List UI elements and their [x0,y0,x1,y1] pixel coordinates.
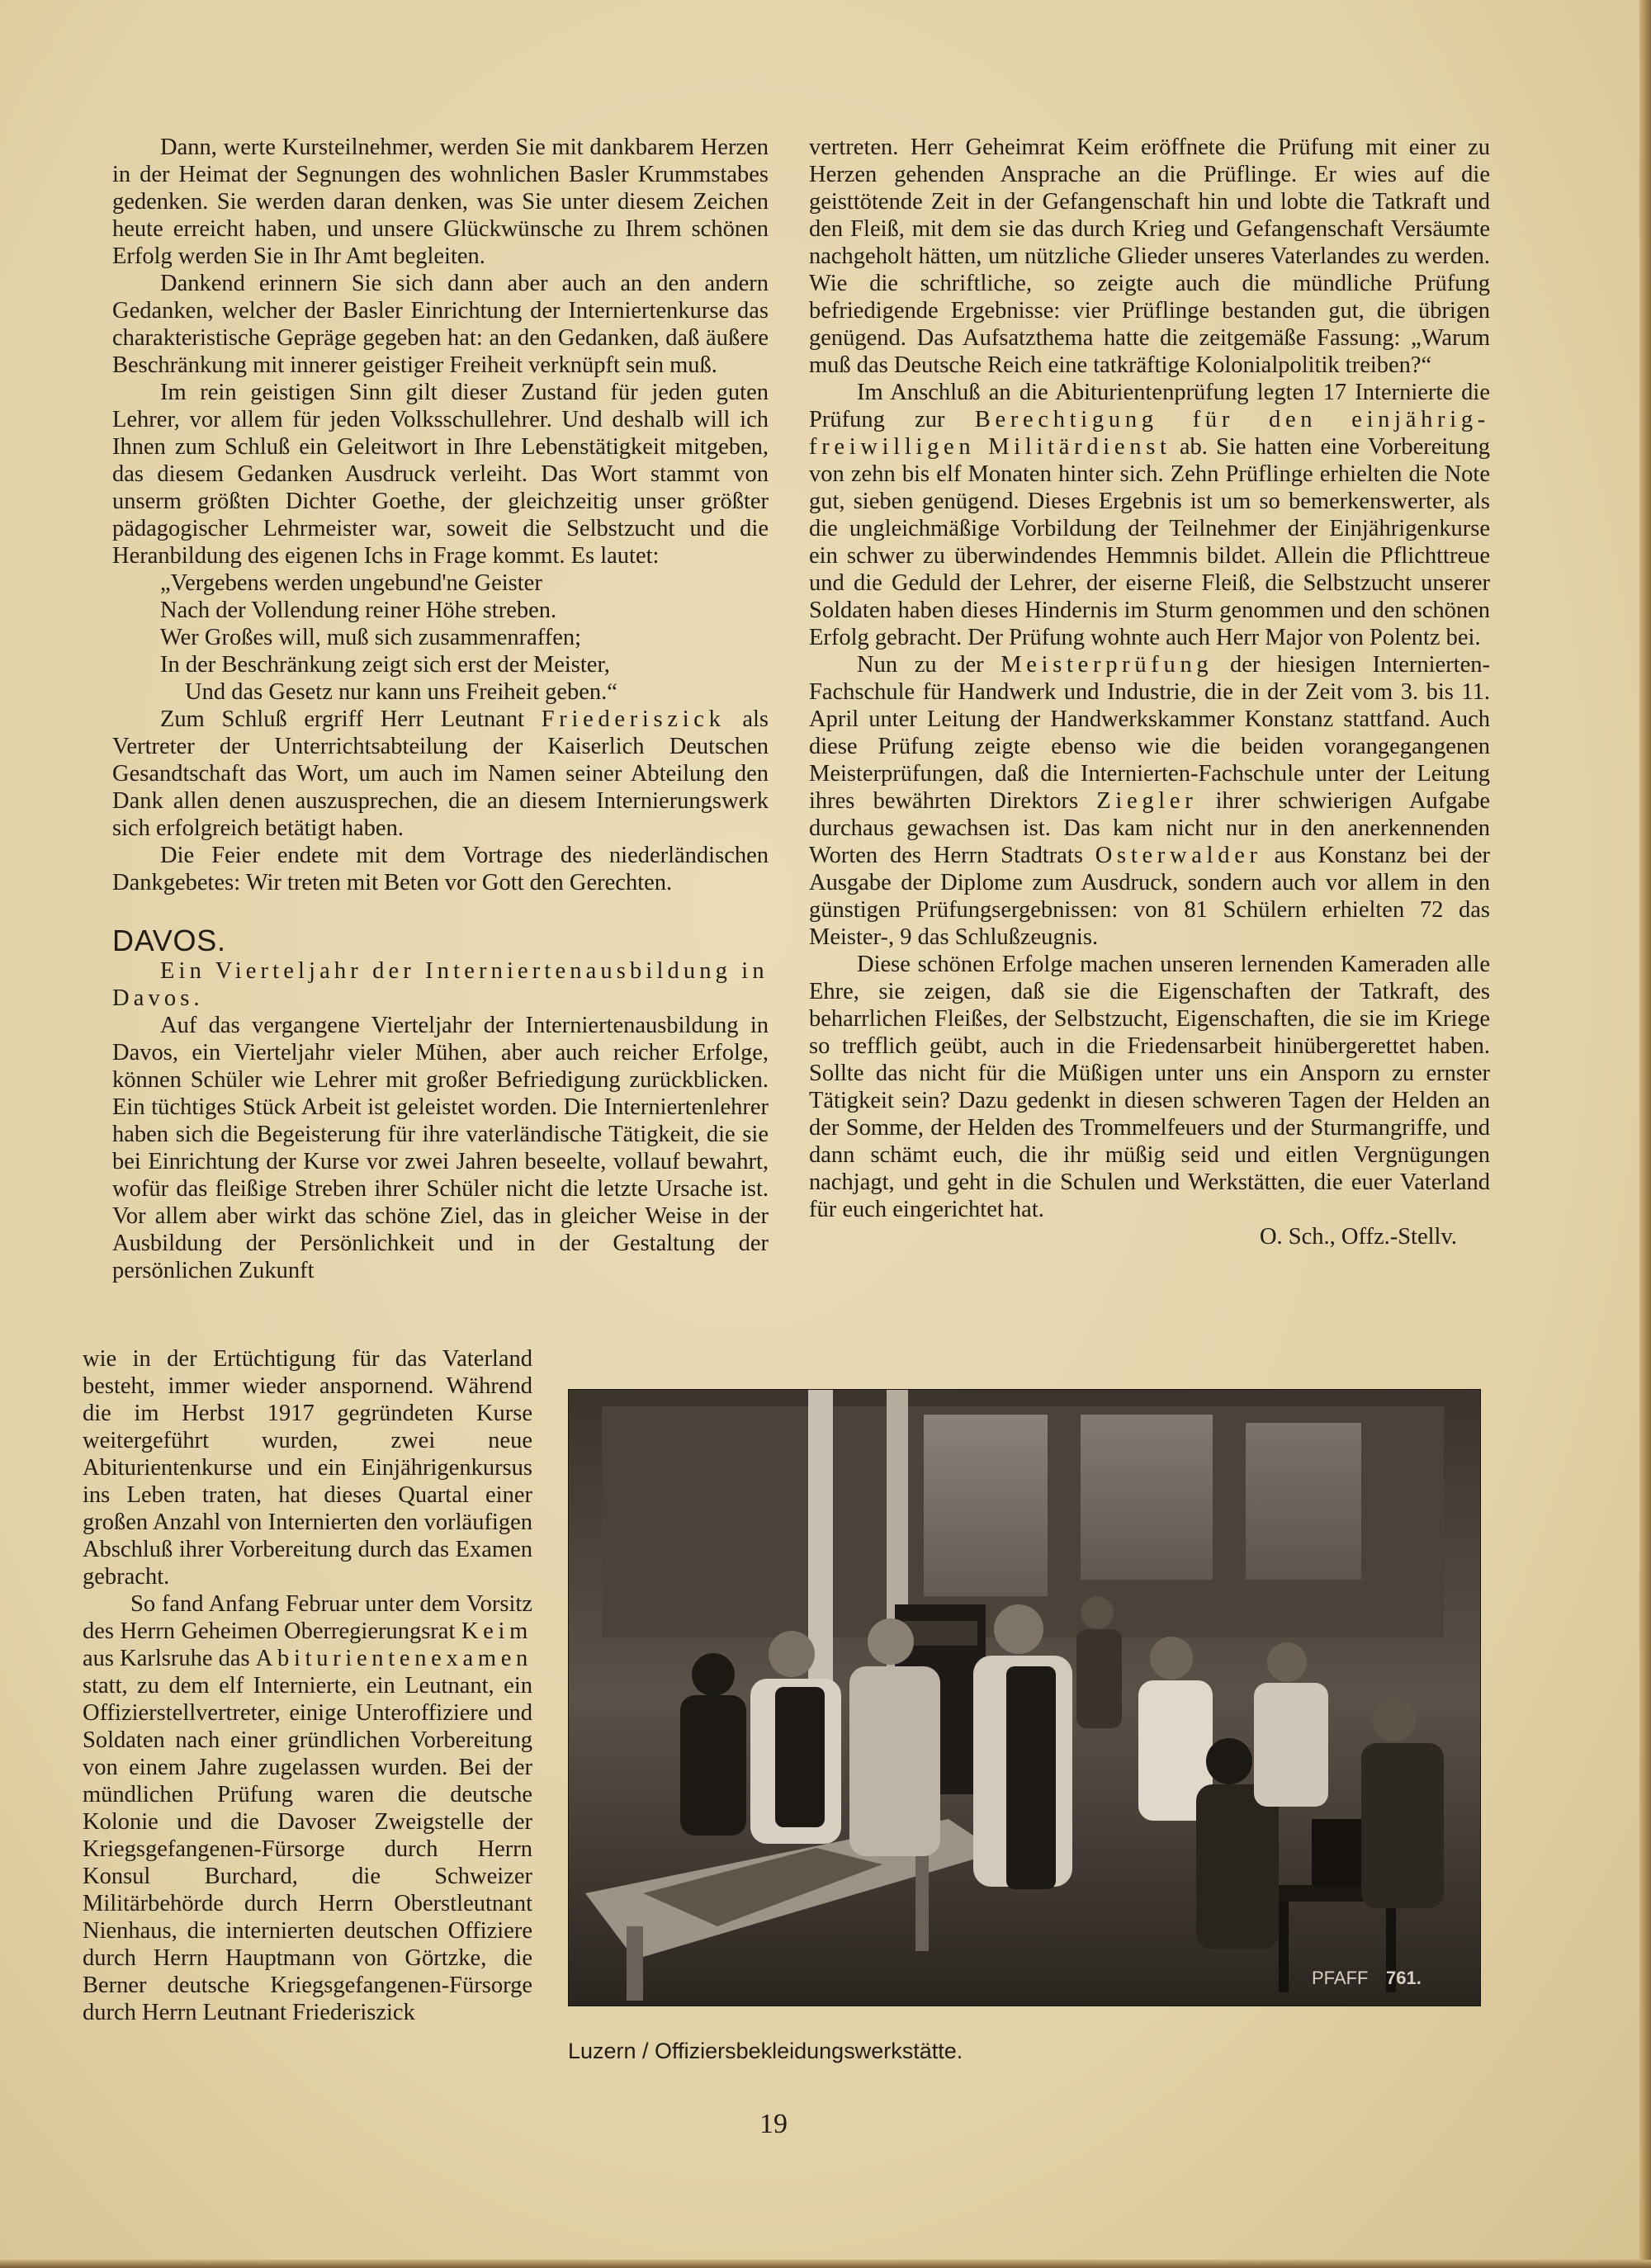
text-span: So fand Anfang Februar unter dem Vorsitz des Herrn Geheimen Oberregierungsrat [83,1591,532,1644]
text-span: aus Karlsruhe das [83,1646,256,1671]
paragraph [809,651,1490,951]
poem-line: Wer Großes will, muß sich zusammenraffen; [160,625,582,650]
spaced-name: Friederiszick [541,706,726,732]
text-span: Diese schönen Erfolge machen unseren lernenden Kameraden alle Ehre, sie zeigen, daß sie die Eigenschaften der Tatkraft, des beharrlichen Fleißes, der Selbstzucht, Eigenschaften, die sie im Kriege so trefflich geübt, auch in die Friedensarbeit hinübergerettet haben. Sollte das nicht für die Müßigen unter uns ein Ansporn zu ernster Tätigkeit sein? Dazu gedenkt in diesen schweren Tagen der Helden an der Somme, der Helden des Trommelfeuers und der Sturmangriffe, und dann schämt euch, die ihr müßig seid und eitlen Vergnügungen nachjagt, und geht in die Schulen und Werkstätten, die euer Vaterland für euch eingerichtet hat. [809,952,1490,1222]
text-span: der hiesigen Internierten-Fachschule für Handwerk und Industrie, die in der Zeit vom 3. bis 11. April unter Leitung der Handwerkskammer Konstanz stattfand. Auch diese Prüfung zeigte ebenso wie die beiden vorangegangenen Meisterprüfungen, daß die Internierten-Fachschule unter der Leitung ihres bewährten Direktors [809,652,1490,814]
left-column [112,134,769,1284]
left-column-narrow [83,1345,532,2026]
text-span: statt, zu dem elf Internierte, ein Leutnant, ein Offizierstellvertreter, einige Unteroffiziere und Soldaten nach einer gründlichen Vorbereitung von einem Jahre zugelassen wurden. Bei der mündlichen Prüfung waren die deutsche Kolonie und die Davoser Zweigstelle der Kriegsgefangenen-Fürsorge durch Herrn Konsul Burchard, die Schweizer Militärbehörde durch Herrn Oberstleutnant Nienhaus, die internierten deutschen Offiziere durch Herrn Hauptmann von Görtzke, die Berner deutsche Kriegsgefangenen-Fürsorge durch Herrn Leutnant Friederiszick [83,1673,532,2025]
text-span: aus Konstanz bei der Ausgabe der Diplome zum Ausdruck, sondern auch vor allem in den günstigen Prüfungsergebnissen: von 81 Schülern erhielten 72 das Meister-, 9 das Schlußzeugnis. [809,843,1490,950]
paragraph: Dann, werte Kursteilnehmer, werden Sie mit dankbarem Herzen in der Heimat der Segnungen des wohnlichen Basler Krummstabes gedenken. Sie werden daran denken, was Sie unter diesem Zeichen heute erreicht haben, und unsere Glückwünsche zu Ihrem schönen Erfolg werden Sie in Ihr Amt begleiten. [112,135,769,269]
workshop-photo-illustration [569,1390,1480,2006]
text-span: Nun zu der [857,652,1001,678]
paragraph: wie in der Ertüchtigung für das Vaterland besteht, immer wieder anspornend. Während die im Herbst 1917 gegründeten Kurse weitergeführt wurden, zwei neue Abiturientenkurse und ein Einjährigenkursus ins Leben traten, hat dieses Quartal einer großen Anzahl von Internierten den vorläufigen Abschluß ihrer Vorbereitung durch das Examen gebracht. [83,1346,532,1590]
photo-number: 761. [1386,1968,1422,1988]
spaced-term: Abiturientenexamen [255,1646,532,1671]
poem-line: „Vergebens werden ungebund'ne Geister [160,570,542,596]
text-span: Im Anschluß an die Abiturientenprüfung legten 17 Internierte die Prüfung zur [809,380,1490,432]
machine-label: PFAFF [1312,1968,1369,1988]
spaced-name: Osterwalder [1095,843,1262,868]
paragraph [83,1590,532,2026]
poem-line: Und das Gesetz nur kann uns Freiheit geben.“ [185,679,617,705]
text-span: als Vertreter der Unterrichtsabteilung der Kaiserlich Deutschen Gesandtschaft das Wort, um auch im Namen seiner Abteilung den Dank allen denen auszusprechen, die an diesem Internierungswerk sich erfolgreich betätigt haben. [112,706,769,841]
text-span: ab. Sie hatten eine Vorbereitung von zehn bis elf Monaten hinter sich. Zehn Prüflinge erhielten die Note gut, sieben genügend. Dieses Ergebnis ist um so bemerkenswerter, als die ungleichmäßige Vorbildung der Teilnehmer der Einjährigenkurse ein schwer zu überwindendes Hemmnis bildet. Allein die Pflichttreue und die Geduld der Lehrer, der eiserne Fleiß, die Selbstzucht unserer Soldaten haben dieses Hindernis im Sturm genommen und den schönen Erfolg gebracht. Der Prüfung wohnte auch Herr Major von Polentz bei. [809,434,1490,650]
spaced-term: Meisterprüfung [1001,652,1213,678]
page-number: 19 [759,2109,788,2139]
spaced-term: Berechtigung für den einjährig-freiwilligen Militärdienst [809,407,1490,460]
signature: O. Sch., Offz.-Stellv. [1259,1224,1457,1250]
poem-line: Nach der Vollendung reiner Höhe streben. [160,598,557,623]
paragraph: vertreten. Herr Geheimrat Keim eröffnete die Prüfung mit einer zu Herzen gehenden Ansprache an die Prüflinge. Er wies auf die geisttötende Zeit in der Gefangenschaft hin und lobte die Tatkraft und den Fleiß, mit dem sie das durch Krieg und Gefangenschaft Versäumte nachgeholt hätten, um nützliche Glieder unseres Vaterlandes zu werden. Wie die schriftliche, so zeigte auch die mündliche Prüfung befriedigende Ergebnisse: vier Prüflinge bestanden gut, die übrigen genügend. Das Aufsatzthema hatte die zeitgemäße Fassung: „Warum muß das Deutsche Reich eine tatkräftige Kolonialpolitik treiben?“ [809,135,1490,378]
paragraph [809,379,1490,651]
goethe-poem [112,569,769,706]
page-edge-bottom [0,2260,1651,2268]
section-heading: DAVOS. [112,924,226,957]
paragraph: Im rein geistigen Sinn gilt dieser Zustand für jeden guten Lehrer, vor allem für jeden Volksschullehrer. Und deshalb will ich Ihnen zum Schluß ein Geleitwort in Ihre Lebenstätigkeit mitgeben, das diesem Gedanken Ausdruck verleiht. Das Wort stammt von unserm größten Dichter Goethe, der gleichzeitig unser größter pädagogischer Lehrmeister war, soweit die Selbstzucht und die Heranbildung des eigenen Ichs in Frage kommt. Es lautet: [112,380,769,569]
workshop-photo [568,1389,1481,2006]
paragraph: Dankend erinnern Sie sich dann aber auch an den andern Gedanken, welcher der Basler Einrichtung der Interniertenkurse das charakteristische Gepräge gegeben hat: an den Gedanken, daß äußere Beschränkung mit innerer geistiger Freiheit verknüpft sein muß. [112,271,769,378]
paragraph [809,951,1490,1250]
spaced-name: Ziegler [1096,788,1198,814]
paragraph [112,706,769,842]
right-column [809,134,1490,1250]
text-span: Zum Schluß ergriff Herr Leutnant [160,706,542,732]
paragraph: Die Feier endete mit dem Vortrage des niederländischen Dankgebetes: Wir treten mit Beten vor Gott den Gerechten. [112,843,769,895]
text-span: ihrer schwierigen Aufgabe durchaus gewachsen ist. Das kam nicht nur in den anerkennenden Worten des Herrn Stadtrats [809,788,1490,868]
page-edge-right [1639,0,1651,2268]
paragraph: Auf das vergangene Vierteljahr der Interniertenausbildung in Davos, ein Vierteljahr vieler Mühen, aber auch reicher Erfolge, können Schüler wie Lehrer mit großer Befriedigung zurückblicken. Ein tüchtiges Stück Arbeit ist geleistet worden. Die Interniertenlehrer haben sich die Begeisterung für ihre vaterländische Tätigkeit, die sie bei Einrichtung der Kurse vor zwei Jahren beseelte, vollauf bewahrt, wofür das fleißige Streben ihrer Schüler nicht die letzte Ursache ist. Vor allem aber wirkt das schöne Ziel, das in gleicher Weise in der Ausbildung der Persönlichkeit und in der Gestaltung der persönlichen Zukunft [112,1013,769,1283]
spaced-name: Keim [461,1618,532,1644]
poem-line: In der Beschränkung zeigt sich erst der Meister, [160,652,610,678]
section-subheading: Ein Vierteljahr der Interniertenausbildung in Davos. [112,958,769,1011]
photo-caption: Luzern / Offiziersbekleidungswerkstätte. [568,2039,963,2063]
